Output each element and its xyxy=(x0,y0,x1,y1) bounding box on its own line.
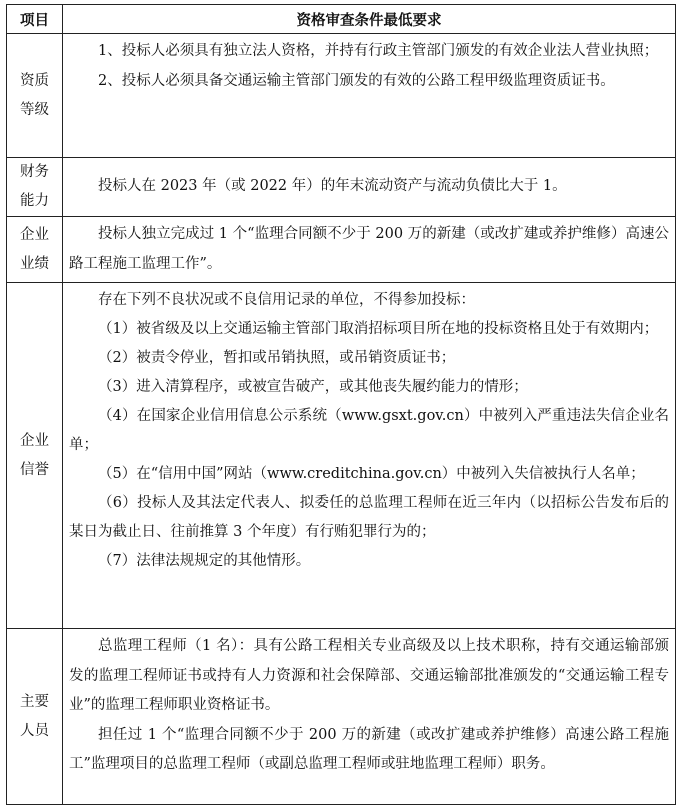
paragraph: 投标人独立完成过 1 个“监理合同额不少于 200 万的新建（或改扩建或养护维修）高速公路工程施工监理工作”。 xyxy=(69,226,669,272)
row-content xyxy=(63,34,676,158)
paragraph: 担任过 1 个“监理合同额不少于 200 万的新建（或改扩建或养护维修）高速公路工程施工”监理项目的总监理工程师（或副总监理工程师或驻地监理工程师）职务。 xyxy=(69,726,669,772)
row-label-line: 财务 xyxy=(20,164,49,180)
row-label xyxy=(7,217,63,283)
row-label-line: 资质 xyxy=(20,72,49,89)
row-label xyxy=(7,158,63,217)
row-content xyxy=(63,283,676,629)
row-label-line: 能力 xyxy=(20,193,49,209)
paragraph: 1、投标人必须具有独立法人资格，并持有行政主管部门颁发的有效企业法人营业执照； xyxy=(98,43,659,59)
row-enterprise-credit xyxy=(7,283,676,629)
paragraph: 投标人在 2023 年（或 2022 年）的年末流动资产与流动负债比大于 1。 xyxy=(98,178,567,195)
row-financial-capacity xyxy=(7,158,676,217)
paragraph: （2）被责令停业，暂扣或吊销执照，或吊销资质证书； xyxy=(98,350,456,366)
row-label-line: 企业 xyxy=(20,226,49,243)
header-requirement: 资格审查条件最低要求 xyxy=(63,5,676,34)
paragraph: 总监理工程师（1 名）：具有公路工程相关专业高级及以上技术职称，持有交通运输部颁发的监理工程师证书或持有人力资源和社会保障部、交通运输部批准颁发的“交通运输工程专业”的监理工程师职业资格证书。 xyxy=(69,638,669,713)
row-label-line: 信誉 xyxy=(20,461,49,478)
paragraph: （3）进入清算程序，或被宣告破产，或其他丧失履约能力的情形； xyxy=(98,379,528,395)
row-label xyxy=(7,283,63,629)
paragraph: （7）法律法规规定的其他情形。 xyxy=(98,553,311,569)
paragraph: （4）在国家企业信用信息公示系统（www.gsxt.gov.cn）中被列入严重违法失信企业名单； xyxy=(69,408,669,453)
row-label-line: 企业 xyxy=(20,432,49,449)
header-item: 项目 xyxy=(7,5,63,34)
row-content xyxy=(63,217,676,283)
row-qualification-grade xyxy=(7,34,676,158)
row-label xyxy=(7,34,63,158)
qualification-table xyxy=(6,4,676,805)
row-enterprise-performance xyxy=(7,217,676,283)
row-key-personnel xyxy=(7,629,676,805)
table-header-row xyxy=(7,5,676,34)
paragraph: 2、投标人必须具备交通运输主管部门颁发的有效的公路工程甲级监理资质证书。 xyxy=(98,72,615,89)
row-label-line: 等级 xyxy=(20,101,49,118)
paragraph: （1）被省级及以上交通运输主管部门取消招标项目所在地的投标资格且处于有效期内； xyxy=(98,321,659,337)
paragraph: （5）在“信用中国”网站（www.creditchina.gov.cn）中被列入失信被执行人名单； xyxy=(98,466,645,482)
row-label xyxy=(7,629,63,805)
row-label-line: 主要 xyxy=(20,693,49,710)
row-content xyxy=(63,158,676,217)
row-label-line: 业绩 xyxy=(20,255,49,272)
row-label-line: 人员 xyxy=(20,722,49,739)
paragraph: （6）投标人及其法定代表人、拟委任的总监理工程师在近三年内（以招标公告发布后的某日为截止日、往前推算 3 个年度）有行贿犯罪行为的； xyxy=(69,495,669,540)
paragraph: 存在下列不良状况或不良信用记录的单位，不得参加投标： xyxy=(98,292,475,308)
row-content xyxy=(63,629,676,805)
